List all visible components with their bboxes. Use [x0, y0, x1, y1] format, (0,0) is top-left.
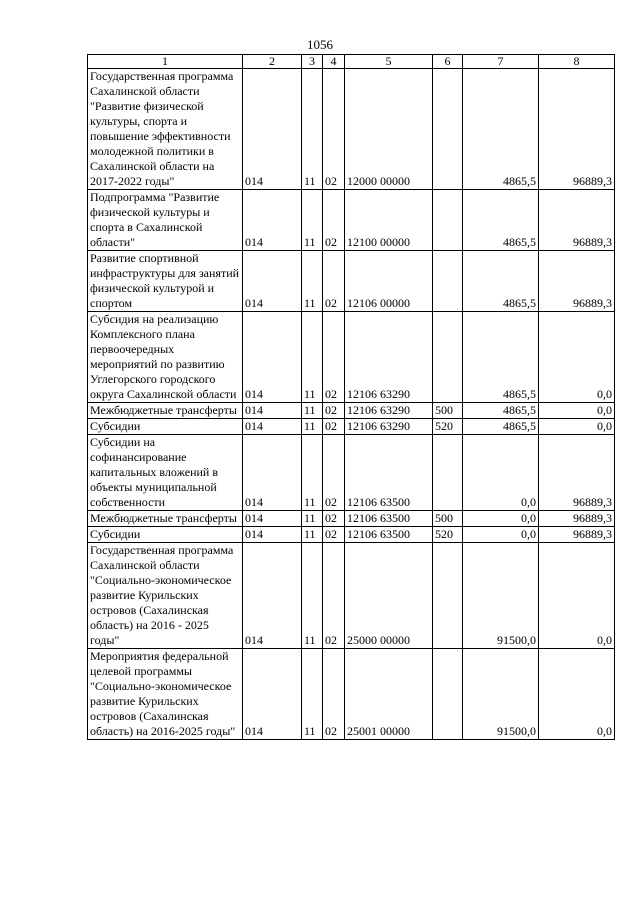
ministry-code-cell: 014	[243, 69, 302, 190]
column-header: 1	[88, 55, 243, 69]
target-code-cell: 12100 00000	[345, 190, 433, 251]
table-row	[88, 435, 615, 511]
expense-type-cell: 520	[433, 527, 463, 543]
ministry-code-cell: 014	[243, 312, 302, 403]
row-name-cell: Межбюджетные трансферты	[88, 403, 243, 419]
amount-cell: 96889,3	[539, 251, 615, 312]
target-code-cell: 12106 63500	[345, 527, 433, 543]
section-code-cell: 11	[302, 251, 323, 312]
row-name-cell: Подпрограмма "Развитие физической культуры и спорта в Сахалинской области"	[88, 190, 243, 251]
target-code-cell: 25001 00000	[345, 649, 433, 740]
amount-cell: 96889,3	[539, 190, 615, 251]
column-header: 8	[539, 55, 615, 69]
target-code-cell: 12106 63500	[345, 511, 433, 527]
row-name-cell: Субсидии	[88, 419, 243, 435]
table-row	[88, 69, 615, 190]
section-code-cell: 11	[302, 543, 323, 649]
expense-type-cell: 500	[433, 511, 463, 527]
page-number: 1056	[307, 37, 333, 52]
amount-cell: 4865,5	[463, 312, 539, 403]
amount-cell: 0,0	[463, 435, 539, 511]
row-name-cell: Межбюджетные трансферты	[88, 511, 243, 527]
amount-cell: 0,0	[539, 419, 615, 435]
column-header: 7	[463, 55, 539, 69]
table-row	[88, 527, 615, 543]
table-row	[88, 312, 615, 403]
target-code-cell: 12106 63290	[345, 403, 433, 419]
amount-cell: 4865,5	[463, 251, 539, 312]
table-row	[88, 543, 615, 649]
expense-type-cell	[433, 543, 463, 649]
amount-cell: 96889,3	[539, 69, 615, 190]
subsection-code-cell: 02	[323, 435, 345, 511]
amount-cell: 0,0	[539, 649, 615, 740]
target-code-cell: 12000 00000	[345, 69, 433, 190]
subsection-code-cell: 02	[323, 312, 345, 403]
row-name-cell: Субсидии на софинансирование капитальных вложений в объекты муниципальной собственности	[88, 435, 243, 511]
subsection-code-cell: 02	[323, 543, 345, 649]
row-name-cell: Субсидия на реализацию Комплексного плана первоочередных мероприятий по развитию Углегорского городского округа Сахалинской области	[88, 312, 243, 403]
section-code-cell: 11	[302, 419, 323, 435]
section-code-cell: 11	[302, 649, 323, 740]
amount-cell: 91500,0	[463, 649, 539, 740]
header-row	[88, 55, 615, 69]
column-header: 2	[243, 55, 302, 69]
subsection-code-cell: 02	[323, 527, 345, 543]
amount-cell: 0,0	[539, 312, 615, 403]
amount-cell: 0,0	[463, 511, 539, 527]
amount-cell: 4865,5	[463, 190, 539, 251]
subsection-code-cell: 02	[323, 69, 345, 190]
target-code-cell: 12106 63500	[345, 435, 433, 511]
target-code-cell: 12106 00000	[345, 251, 433, 312]
target-code-cell: 12106 63290	[345, 419, 433, 435]
amount-cell: 4865,5	[463, 403, 539, 419]
ministry-code-cell: 014	[243, 190, 302, 251]
section-code-cell: 11	[302, 435, 323, 511]
ministry-code-cell: 014	[243, 543, 302, 649]
table-row	[88, 511, 615, 527]
table-body	[88, 69, 615, 740]
section-code-cell: 11	[302, 527, 323, 543]
target-code-cell: 12106 63290	[345, 312, 433, 403]
subsection-code-cell: 02	[323, 251, 345, 312]
row-name-cell: Развитие спортивной инфраструктуры для занятий физической культурой и спортом	[88, 251, 243, 312]
table-row	[88, 649, 615, 740]
table-row	[88, 190, 615, 251]
amount-cell: 91500,0	[463, 543, 539, 649]
amount-cell: 4865,5	[463, 69, 539, 190]
subsection-code-cell: 02	[323, 649, 345, 740]
subsection-code-cell: 02	[323, 419, 345, 435]
table-row	[88, 251, 615, 312]
row-name-cell: Государственная программа Сахалинской области "Развитие физической культуры, спорта и повышение эффективности молодежной политики в Сахалинской области на 2017-2022 годы"	[88, 69, 243, 190]
section-code-cell: 11	[302, 69, 323, 190]
expense-type-cell	[433, 649, 463, 740]
ministry-code-cell: 014	[243, 511, 302, 527]
amount-cell: 0,0	[463, 527, 539, 543]
expense-type-cell	[433, 435, 463, 511]
section-code-cell: 11	[302, 403, 323, 419]
section-code-cell: 11	[302, 511, 323, 527]
column-header: 4	[323, 55, 345, 69]
column-header: 5	[345, 55, 433, 69]
ministry-code-cell: 014	[243, 403, 302, 419]
expense-type-cell	[433, 251, 463, 312]
expense-type-cell	[433, 69, 463, 190]
expense-type-cell	[433, 312, 463, 403]
amount-cell: 4865,5	[463, 419, 539, 435]
column-header: 3	[302, 55, 323, 69]
table-row	[88, 403, 615, 419]
row-name-cell: Государственная программа Сахалинской области "Социально-экономическое развитие Курильских островов (Сахалинская область) на 2016 - 2025 годы"	[88, 543, 243, 649]
ministry-code-cell: 014	[243, 527, 302, 543]
amount-cell: 96889,3	[539, 435, 615, 511]
section-code-cell: 11	[302, 190, 323, 251]
row-name-cell: Мероприятия федеральной целевой программы "Социально-экономическое развитие Курильских островов (Сахалинская область) на 2016-2025 годы"	[88, 649, 243, 740]
amount-cell: 0,0	[539, 543, 615, 649]
table-row	[88, 419, 615, 435]
expense-type-cell: 520	[433, 419, 463, 435]
subsection-code-cell: 02	[323, 403, 345, 419]
expense-type-cell	[433, 190, 463, 251]
expense-type-cell: 500	[433, 403, 463, 419]
ministry-code-cell: 014	[243, 649, 302, 740]
amount-cell: 96889,3	[539, 511, 615, 527]
ministry-code-cell: 014	[243, 435, 302, 511]
ministry-code-cell: 014	[243, 251, 302, 312]
budget-table	[87, 54, 615, 740]
ministry-code-cell: 014	[243, 419, 302, 435]
section-code-cell: 11	[302, 312, 323, 403]
row-name-cell: Субсидии	[88, 527, 243, 543]
amount-cell: 0,0	[539, 403, 615, 419]
target-code-cell: 25000 00000	[345, 543, 433, 649]
subsection-code-cell: 02	[323, 190, 345, 251]
column-header: 6	[433, 55, 463, 69]
amount-cell: 96889,3	[539, 527, 615, 543]
subsection-code-cell: 02	[323, 511, 345, 527]
